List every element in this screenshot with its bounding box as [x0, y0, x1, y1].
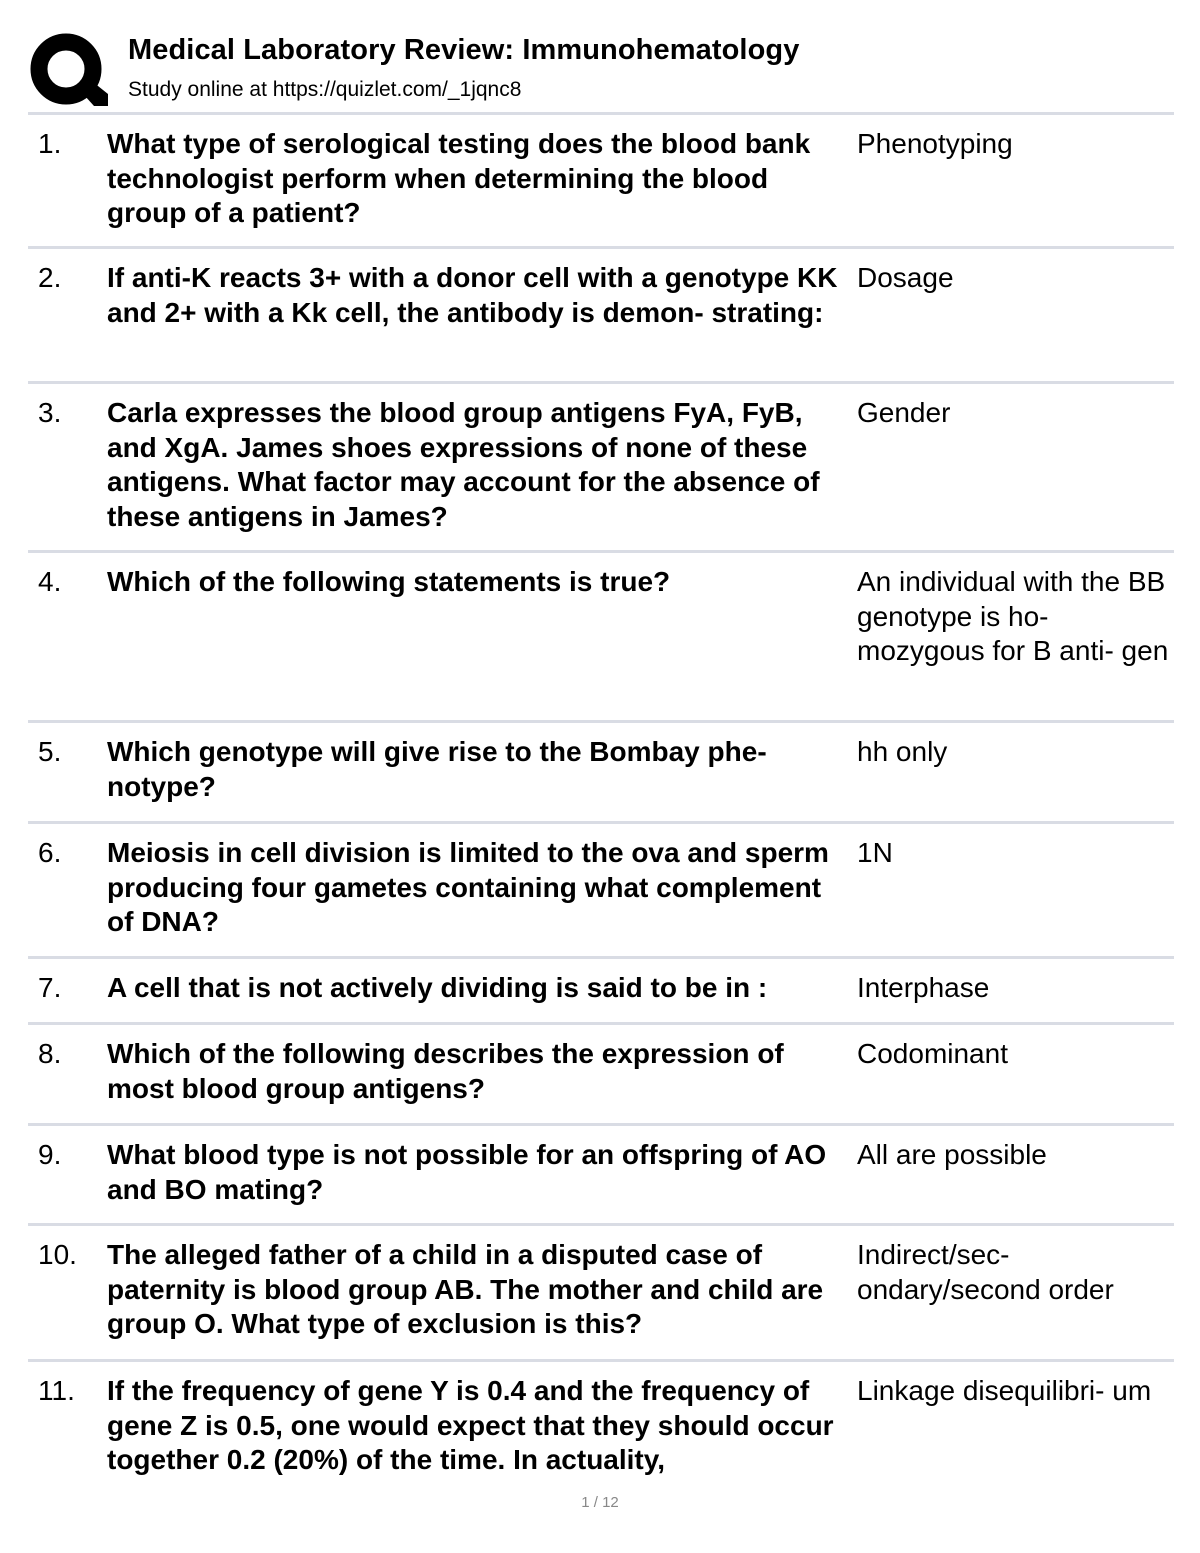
flashcard-list — [28, 112, 1174, 1487]
card-number: 9. — [38, 1139, 62, 1170]
card-number: 10. — [38, 1239, 77, 1270]
card-question: What type of serological testing does the blood bank technologist perform when determining the blood group of a patient? — [107, 128, 811, 228]
card-number: 4. — [38, 566, 62, 597]
card-question: Which genotype will give rise to the Bombay phe- notype? — [107, 736, 767, 802]
quizlet-logo-icon — [30, 32, 108, 110]
flashcard — [28, 550, 1174, 720]
study-online-link[interactable]: Study online at https://quizlet.com/_1jqnc8 — [128, 78, 522, 101]
card-question: Carla expresses the blood group antigens FyA, FyB, and XgA. James shoes expressions of none of these antigens. What factor may account for the absence of these antigens in James? — [107, 397, 820, 532]
card-answer: An individual with the BB genotype is ho- mozygous for B anti- gen — [857, 566, 1169, 666]
card-question: If the frequency of gene Y is 0.4 and the frequency of gene Z is 0.5, one would expect that they should occur together 0.2 (20%) of the time. In actuality, — [107, 1375, 834, 1475]
card-answer: All are possible — [857, 1139, 1047, 1170]
flashcard — [28, 821, 1174, 956]
card-question: Which of the following statements is true? — [107, 566, 671, 597]
flashcard — [28, 1123, 1174, 1223]
flashcard — [28, 246, 1174, 381]
card-answer: Interphase — [857, 972, 990, 1003]
card-number: 8. — [38, 1038, 62, 1069]
card-answer: Codominant — [857, 1038, 1008, 1069]
card-number: 2. — [38, 262, 62, 293]
flashcard — [28, 1223, 1174, 1359]
flashcard — [28, 956, 1174, 1022]
flashcard — [28, 1022, 1174, 1123]
card-question: What blood type is not possible for an offspring of AO and BO mating? — [107, 1139, 827, 1205]
card-answer: Dosage — [857, 262, 954, 293]
card-answer: Gender — [857, 397, 951, 428]
page-header — [28, 28, 1178, 108]
card-answer: Linkage disequilibri- um — [857, 1375, 1152, 1406]
flashcard — [28, 1359, 1174, 1487]
flashcard — [28, 720, 1174, 821]
card-number: 3. — [38, 397, 62, 428]
flashcard — [28, 381, 1174, 550]
card-answer: Phenotyping — [857, 128, 1013, 159]
page-title: Medical Laboratory Review: Immunohematology — [128, 34, 800, 66]
card-answer: 1N — [857, 837, 893, 868]
card-number: 1. — [38, 128, 62, 159]
card-question: The alleged father of a child in a disputed case of paternity is blood group AB. The mother and child are group O. What type of exclusion is this? — [107, 1239, 824, 1339]
card-number: 11. — [38, 1375, 75, 1406]
page-indicator: 1 / 12 — [581, 1494, 619, 1511]
card-question: If anti-K reacts 3+ with a donor cell with a genotype KK and 2+ with a Kk cell, the antibody is demon- strating: — [107, 262, 838, 328]
card-answer: hh only — [857, 736, 948, 767]
card-question: Meiosis in cell division is limited to the ova and sperm producing four gametes containing what complement of DNA? — [107, 837, 829, 937]
flashcard — [28, 112, 1174, 246]
card-number: 7. — [38, 972, 62, 1003]
card-answer: Indirect/sec- ondary/second order — [857, 1239, 1114, 1305]
card-number: 5. — [38, 736, 62, 767]
card-question: Which of the following describes the expression of most blood group antigens? — [107, 1038, 784, 1104]
card-question: A cell that is not actively dividing is said to be in : — [107, 972, 768, 1003]
card-number: 6. — [38, 837, 62, 868]
